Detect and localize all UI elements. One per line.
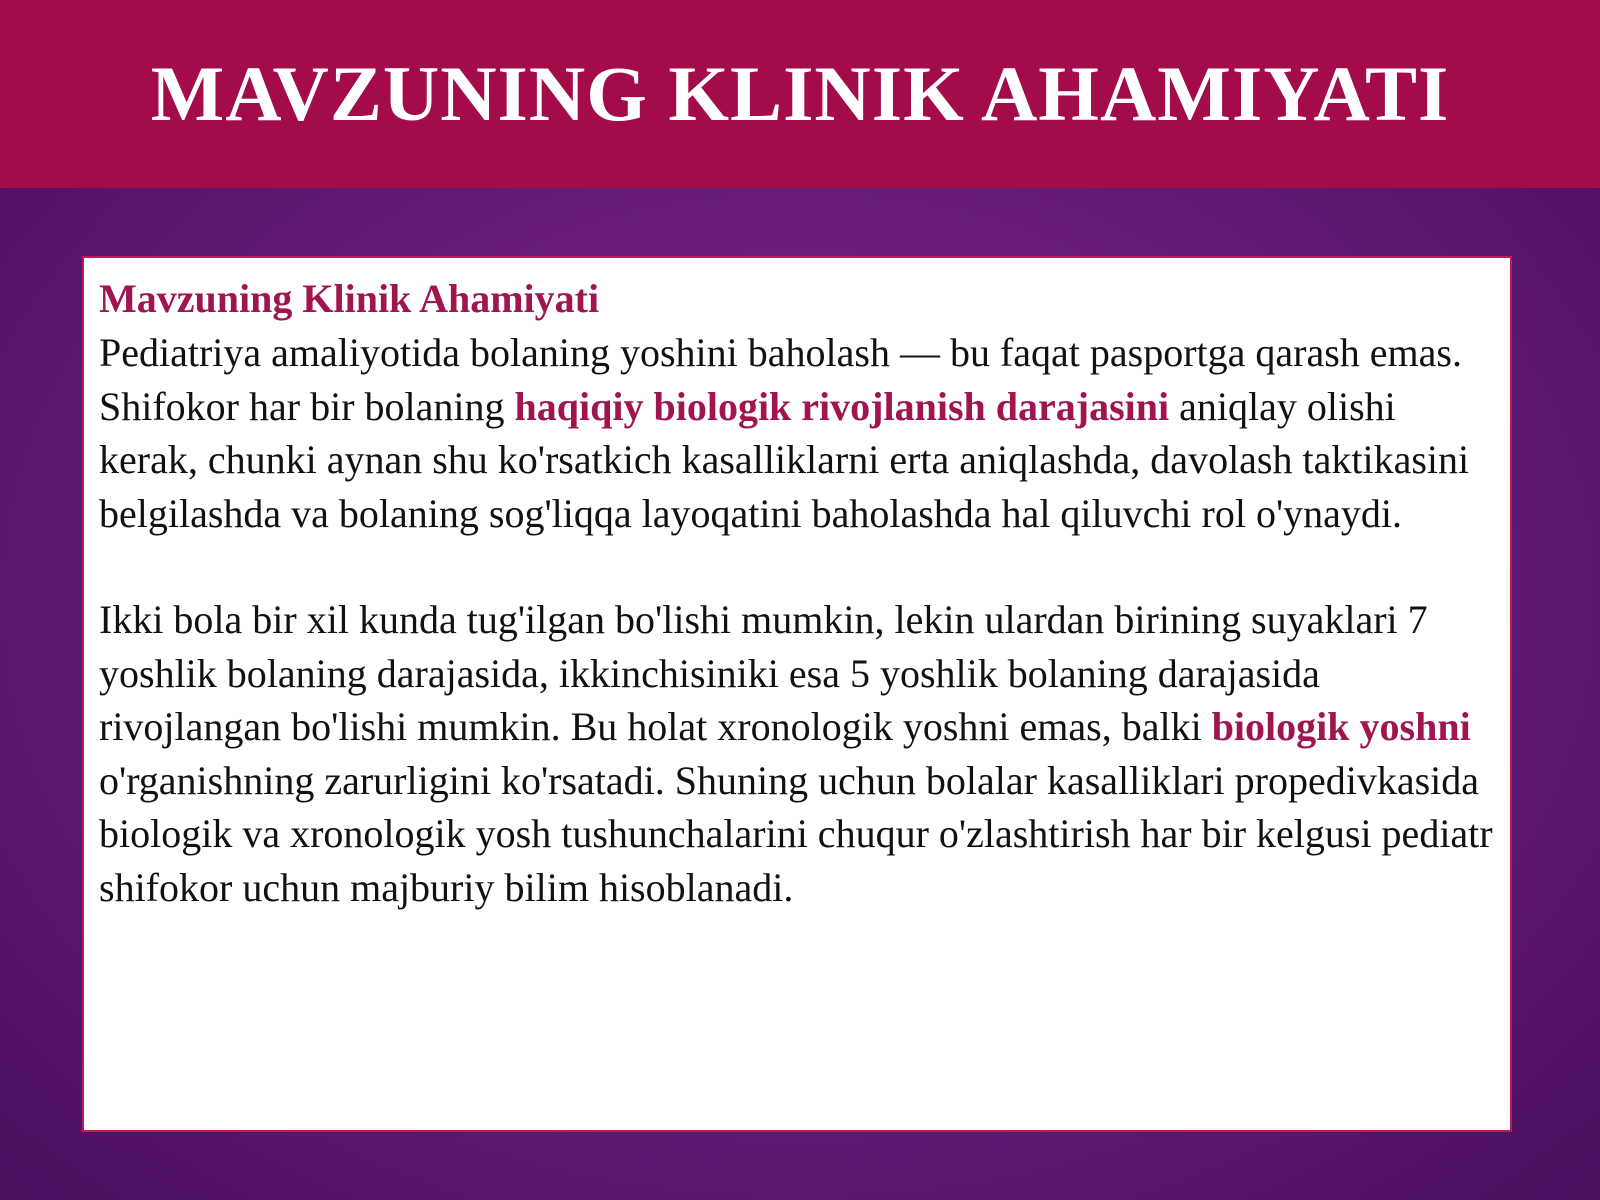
card-heading: Mavzuning Klinik Ahamiyati	[99, 276, 600, 321]
paragraph-1	[99, 326, 1496, 540]
paragraph-1-text-start: Pediatriya amaliyotida bolaning yoshini baholash — bu faqat pasportga qarash emas. Shifokor har bir bolaning	[99, 330, 1462, 429]
paragraph-2-highlight: biologik yoshni	[1211, 704, 1471, 749]
paragraph-2-text-end: o'rganishning zarurligini ko'rsatadi. Shuning uchun bolalar kasalliklari propedivkasida biologik va xronologik yosh tushunchalarini chuqur o'zlashtirish har bir kelgusi pediatr shifokor uchun majburiy bilim hisoblanadi.	[99, 757, 1493, 910]
paragraph-2	[99, 593, 1496, 914]
slide-header	[0, 0, 1600, 188]
paragraph-1-text-end: aniqlay olishi kerak, chunki aynan shu ko'rsatkich kasalliklarni erta aniqlashda, davolash taktikasini belgilashda va bolaning sog'liqqa layoqatini baholashda hal qiluvchi rol o'ynaydi.	[99, 383, 1470, 536]
paragraph-1-highlight: haqiqiy biologik rivojlanish darajasini	[514, 383, 1170, 429]
content-card	[82, 256, 1512, 1132]
slide-title: MAVZUNING KLINIK AHAMIYATI	[150, 50, 1450, 137]
paragraph-2-text-start: Ikki bola bir xil kunda tug'ilgan bo'lishi mumkin, lekin ulardan birining suyaklari 7 yoshlik bolaning darajasida, ikkinchisiniki esa 5 yoshlik bolaning darajasida rivojlangan bo'lishi mumkin. Bu holat xronologik yoshni emas, balki	[99, 597, 1428, 749]
